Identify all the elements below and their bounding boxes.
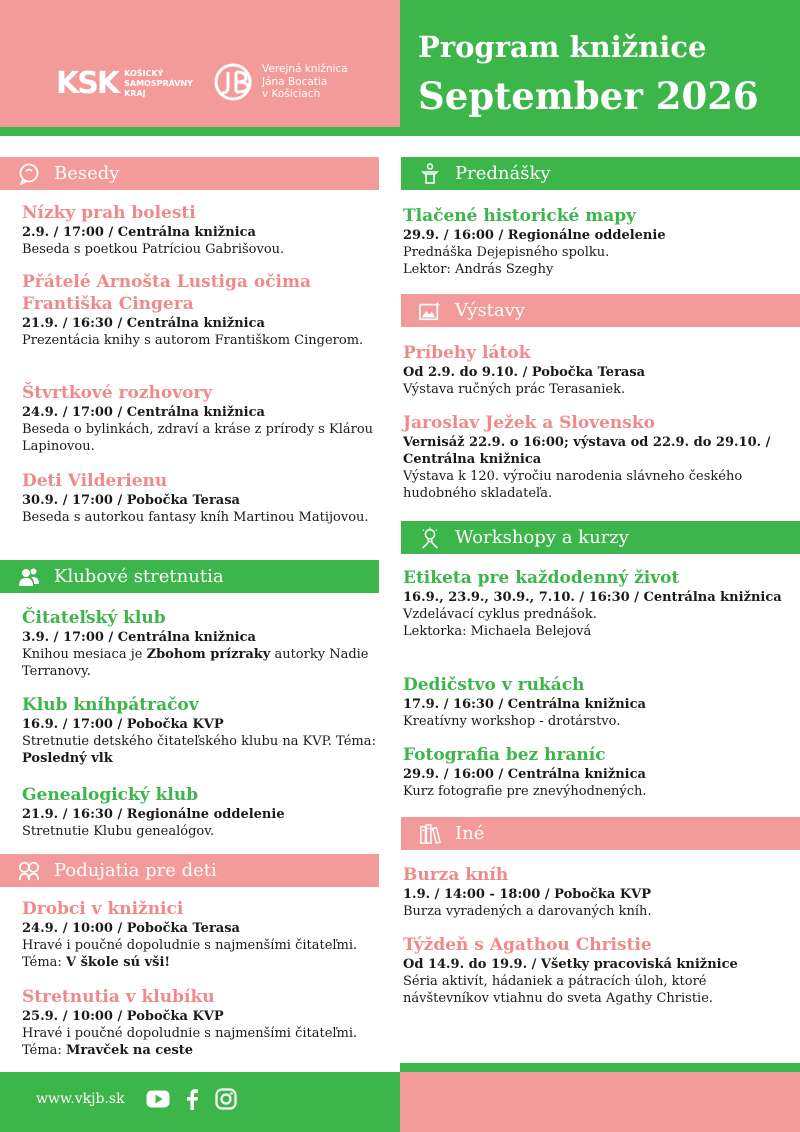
category-workshopy [401,521,800,554]
book-of-month: Zbohom prízraky [146,647,271,662]
category-label: Iné [455,823,485,844]
children-icon [18,860,40,882]
website-link[interactable]: www.vkjb.sk [36,1091,125,1107]
event-item [22,784,382,840]
category-vystavy [401,294,800,327]
page-subtitle: September 2026 [418,74,759,118]
event-when: 21.9. / 16:30 / Regionálne oddelenie [22,807,285,822]
event-desc: Stretnutie detského čitateľského klubu na KVP. Téma: Posledný vlk [22,734,376,766]
event-item [403,674,793,730]
event-item [403,864,793,920]
event-desc: Stretnutie Klubu genealógov. [22,824,215,839]
event-desc: Hravé i poučné dopoludnie s najmenšími čitateľmi. Téma: Mravček na ceste [22,1026,358,1058]
vkjb-logo-icon [214,63,256,101]
event-item [22,898,382,971]
event-title: Etiketa pre každodenný život [403,568,680,588]
event-desc: Kurz fotografie pre znevýhodnených. [403,784,647,799]
event-when: 30.9. / 17:00 / Pobočka Terasa [22,493,240,508]
event-desc-line: Vzdelávací cyklus prednášok. [403,607,597,622]
footer-strip [400,1063,800,1072]
event-item [22,986,382,1059]
event-item [403,934,793,1007]
youtube-icon[interactable] [146,1087,170,1111]
event-when: 21.9. / 16:30 / Centrálna knižnica [22,316,265,331]
event-item [403,205,793,278]
event-desc-line: Lektorka: Michaela Belejová [403,624,592,639]
category-label: Klubové stretnutia [54,566,224,587]
event-when: 3.9. / 17:00 / Centrálna knižnica [22,630,256,645]
event-item [22,470,382,526]
event-desc: Beseda s autorkou fantasy kníh Martinou Matijovou. [22,510,369,525]
event-title: Klub kníhpátračov [22,695,199,715]
event-desc: Beseda o bylinkách, zdraví a kráse z prírody s Klárou Lapinovou. [22,422,374,454]
event-desc-line: Lektor: András Szeghy [403,262,554,277]
event-when: 25.9. / 10:00 / Pobočka KVP [22,1009,224,1024]
event-item [403,744,793,800]
event-when: 17.9. / 16:30 / Centrálna knižnica [403,697,646,712]
category-prednasky [401,157,800,190]
books-icon [419,823,441,845]
category-besedy [0,157,379,190]
event-item [22,694,382,767]
people-icon [18,566,40,588]
event-title: Přátelé Arnošta Lustiga očima Františka Cingera [22,272,311,314]
event-title: Tlačené historické mapy [403,206,637,226]
event-theme: Mravček na ceste [65,1043,194,1058]
instagram-icon[interactable] [214,1087,238,1111]
event-item [22,607,382,680]
footer-right-panel [400,1072,800,1132]
event-desc: Séria aktivít, hádaniek a pátracích úloh, ktoré návštevníkov vtiahnu do sveta Agathy Christie. [403,974,714,1006]
event-when: Od 14.9. do 19.9. / Všetky pracoviská knižnice [403,957,738,972]
picture-icon [419,300,441,322]
event-title: Týždeň s Agathou Christie [403,935,652,955]
category-label: Besedy [54,163,120,184]
event-title: Jaroslav Ježek a Slovensko [403,413,655,433]
event-when: 29.9. / 16:00 / Regionálne oddelenie [403,228,666,243]
category-label: Výstavy [455,300,525,321]
event-title: Štvrtkové rozhovory [22,383,213,403]
ksk-logo-mark: KSK [56,66,119,101]
facebook-icon[interactable] [180,1087,204,1111]
event-item [403,342,793,398]
ksk-logo [56,66,193,101]
event-title: Stretnutia v klubíku [22,987,215,1007]
event-title: Príbehy látok [403,343,531,363]
event-desc: Výstava ručných prác Terasaniek. [403,382,626,397]
event-when: Od 2.9. do 9.10. / Pobočka Terasa [403,365,646,380]
page-title: Program knižnice [418,30,707,64]
event-when: 16.9., 23.9., 30.9., 7.10. / 16:30 / Centrálna knižnica [403,590,782,605]
event-desc: Knihou mesiaca je Zbohom prízraky autorky Nadie Terranovy. [22,647,369,679]
event-when: 24.9. / 17:00 / Centrálna knižnica [22,405,265,420]
vkjb-logo [214,63,348,101]
event-desc-line: Prednáška Dejepisného spolku. [403,245,610,260]
category-deti [0,854,379,887]
event-item [22,271,382,349]
event-desc: Prezentácia knihy s autorom Františkom Cingerom. [22,333,364,348]
event-when: 2.9. / 17:00 / Centrálna knižnica [22,225,256,240]
event-desc: Výstava k 120. výročiu narodenia slávneho českého hudobného skladateľa. [403,469,743,501]
event-desc: Hravé i poučné dopoludnie s najmenšími čitateľmi. Téma: V škole sú vši! [22,938,358,970]
event-desc: Kreatívny workshop - drotárstvo. [403,714,621,729]
event-when: 1.9. / 14:00 - 18:00 / Pobočka KVP [403,887,652,902]
category-klubove [0,560,379,593]
event-when: 16.9. / 17:00 / Pobočka KVP [22,717,224,732]
lightbulb-tools-icon [419,527,441,549]
event-when: 29.9. / 16:00 / Centrálna knižnica [403,767,646,782]
speech-bubble-icon [18,163,40,185]
lectern-icon [419,163,441,185]
event-desc: Burza vyradených a darovaných kníh. [403,904,652,919]
ksk-logo-text: KOŠICKÝ SAMOSPRÁVNY KRAJ [124,68,193,98]
category-label: Prednášky [455,163,551,184]
vkjb-logo-text: Verejná knižnica Jána Bocatia v Košiciach [262,63,348,101]
event-theme: Posledný vlk [22,751,113,766]
category-label: Workshopy a kurzy [455,527,629,548]
event-title: Deti Vilderienu [22,471,168,491]
event-when: 24.9. / 10:00 / Pobočka Terasa [22,921,240,936]
event-title: Fotografia bez hraníc [403,745,606,765]
event-item [403,567,793,640]
event-title: Nízky prah bolesti [22,203,196,223]
event-item [22,382,382,455]
event-item [403,412,793,502]
event-title: Dedičstvo v rukách [403,675,585,695]
event-title: Burza kníh [403,865,509,885]
event-desc: Beseda s poetkou Patríciou Gabrišovou. [22,242,285,257]
category-label: Podujatia pre deti [54,860,217,881]
category-ine [401,817,800,850]
event-title: Čitateľský klub [22,608,166,628]
event-when: Vernisáž 22.9. o 16:00; výstava od 22.9. do 29.10. / Centrálna knižnica [403,435,771,467]
event-theme: V škole sú vši! [65,955,171,970]
event-title: Genealogický klub [22,785,199,805]
event-item [22,202,382,258]
header-strip [0,127,400,136]
event-title: Drobci v knižnici [22,899,184,919]
